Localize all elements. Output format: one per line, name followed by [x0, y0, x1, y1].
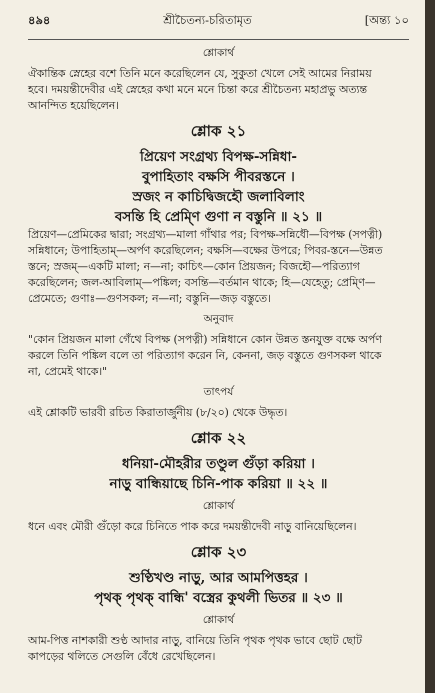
text-line: পৃথক্ পৃথক্ বান্ধি' বস্ত্রের কুথলী ভিতর ॥ ২৩ ॥ — [94, 590, 343, 606]
text-line: করলে তিনি পঙ্কিল বলে তা পরিত্যাগ করেন নি, কেননা, জড় বস্তুতে গুণসকল থাকে — [28, 349, 382, 362]
verse-text — [28, 147, 409, 227]
text-line: না, প্রেমেই থাকে।" — [28, 365, 108, 378]
text-line: "কোন প্রিয়জন মালা গেঁথে বিপক্ষ (সপত্নী) সন্নিধানে কোন উন্নত স্তনযুক্ত বক্ষে অর্পণ — [28, 333, 382, 346]
text-line: করেছিলেন; জল-আবিলাম্—পঙ্কিল; বসন্তি—বর্তমান থাকে; হি—যেহেতু; প্রেম্ণি— — [28, 276, 376, 289]
text-line: আম-পিত্ত নাশকারী শুণ্ঠ আদার নাড়ু, বানিয়ে তিনি পৃথক পৃথক ভাবে ছোট ছোট — [28, 634, 362, 647]
section-heading: শ্লোকার্থ — [202, 500, 235, 512]
section-heading: তাৎপর্য — [203, 386, 234, 398]
paragraph — [28, 405, 409, 421]
paragraph — [28, 633, 409, 665]
page-header — [28, 12, 409, 31]
text-line: বসন্তি হি প্রেম্ণি গুণা ন বস্তুনি ॥ ২১ ॥ — [114, 209, 323, 225]
book-title: শ্রীচৈতন্য-চরিতামৃত — [163, 13, 252, 27]
text-line: বুপাহিতাং বক্ষসি পীবরস্তনে । — [142, 169, 295, 185]
text-line: শুণ্ঠিখণ্ড নাড়ু, আর আমপিত্তহর । — [129, 570, 308, 586]
verse-number: শ্লোক ২২ — [190, 429, 247, 447]
verse-number: শ্লোক ২১ — [190, 122, 247, 140]
text-line: ঐকান্তিক স্নেহের বশে তিনি মনে করেছিলেন যে, সুকুতা খেলে সেই আমের নিরাময় — [28, 67, 372, 80]
text-line: প্রিয়েণ—প্রেমিকের দ্বারা; সংগ্রথ্য—মালা গাঁথার পর; বিপক্ষ-সন্নিধৌ—বিপক্ষ (সপত্নী) — [28, 228, 383, 241]
page-number: ৪৯৪ — [28, 13, 51, 27]
text-line: সন্নিধানে; উপাহিতাম্—অর্পণ করেছিলেন; বক্ষসি—বক্ষের উপরে; পিবর-স্তনে—উন্নত — [28, 244, 383, 257]
section-heading: শ্লোকার্থ — [202, 47, 235, 59]
section-heading: শ্লোকার্থ — [202, 614, 235, 626]
section-label: [অন্ত্য ১০ — [364, 13, 409, 27]
text-line: প্রেমেতে; গুণাঃ—গুণসকল; ন—না; বস্তুনি—জড় বস্তুতে। — [28, 292, 271, 305]
page-content — [28, 46, 409, 665]
section-heading: অনুবাদ — [203, 313, 234, 325]
paragraph — [28, 332, 409, 380]
text-line: স্তনে; স্রজম্—একটি মালা; ন—না; কাচিৎ—কোন প্রিয়জন; বিজহৌ—পরিত্যাগ — [28, 260, 360, 273]
text-line: আনন্দিত হয়েছিলেন। — [28, 99, 120, 112]
text-line: এই শ্লোকটি ভারবী রচিত কিরাতার্জুনীয় (৮/২০) থেকে উদ্ধৃত। — [28, 406, 288, 419]
text-line: হবে। দময়ন্তীদেবীর এই স্নেহের কথা মনে মনে চিন্তা করে শ্রীচৈতন্য মহাপ্রভু অত্যন্ত — [28, 83, 367, 96]
verse-number: শ্লোক ২৩ — [190, 543, 247, 561]
verse-text — [28, 568, 409, 608]
header-rule — [28, 39, 409, 40]
text-line: নাড়ু বান্ধিয়াছে চিনি-পাক করিয়া ॥ ২২ ॥ — [109, 476, 328, 492]
paragraph — [28, 519, 409, 535]
paragraph — [28, 66, 409, 114]
text-line: ধনে এবং মৌরী গুঁড়ো করে চিনিতে পাক করে দময়ন্তীদেবী নাড়ু বানিয়েছিলেন। — [28, 520, 357, 533]
text-line: স্রজং ন কাচিদ্বিজহৌ জলাবিলাং — [132, 189, 305, 205]
text-line: প্রিয়েণ সংগ্রথ্য বিপক্ষ-সন্নিধা- — [139, 149, 298, 165]
text-line: ধনিয়া-মৌহরীর তণ্ডুল গুঁড়া করিয়া । — [122, 456, 315, 472]
text-line: কাপড়ের থলিতে সেগুলি বেঁধে রেখেছিলেন। — [28, 650, 216, 663]
verse-text — [28, 454, 409, 494]
paragraph — [28, 227, 409, 307]
